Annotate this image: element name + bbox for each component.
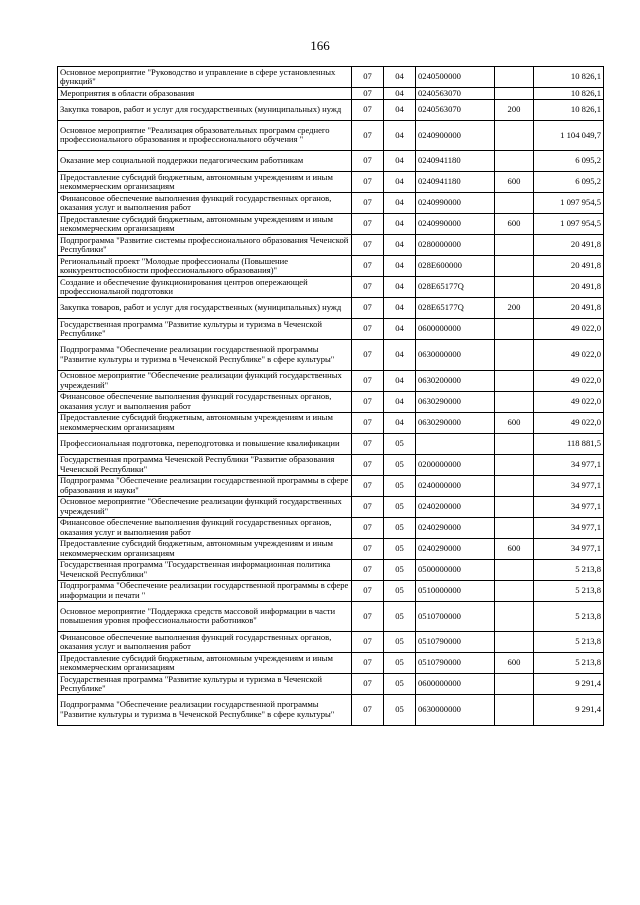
table-row [58, 67, 604, 88]
row-subsection: 04 [384, 88, 416, 100]
table-row [58, 235, 604, 256]
row-expense-type [495, 67, 534, 88]
row-name: Подпрограмма "Обеспечение реализации государственной программы в сфере информации и печати " [58, 580, 352, 601]
row-expense-type [495, 496, 534, 517]
budget-table [57, 66, 604, 726]
row-amount: 5 213,8 [534, 601, 604, 632]
row-target-article: 028E600000 [416, 256, 495, 277]
row-target-article: 0280000000 [416, 235, 495, 256]
row-expense-type [495, 517, 534, 538]
row-section: 07 [352, 99, 384, 120]
row-target-article: 0240000000 [416, 475, 495, 496]
row-section: 07 [352, 695, 384, 726]
row-amount: 1 097 954,5 [534, 214, 604, 235]
row-name: Основное мероприятие "Обеспечение реализации функций государственных учреждений" [58, 370, 352, 391]
row-expense-type [495, 580, 534, 601]
table-row [58, 99, 604, 120]
row-expense-type [495, 193, 534, 214]
row-target-article: 0240290000 [416, 517, 495, 538]
row-subsection: 05 [384, 475, 416, 496]
row-target-article: 0200000000 [416, 454, 495, 475]
table-row [58, 475, 604, 496]
row-amount: 6 095,2 [534, 151, 604, 172]
row-name: Предоставление субсидий бюджетным, автономным учреждениям и иным некоммерческим организациям [58, 538, 352, 559]
row-subsection: 04 [384, 214, 416, 235]
row-expense-type [495, 88, 534, 100]
row-expense-type [495, 695, 534, 726]
row-section: 07 [352, 632, 384, 653]
row-name: Основное мероприятие "Реализация образовательных программ среднего профессионального образования и профессионального обучения " [58, 120, 352, 151]
row-target-article: 0630290000 [416, 412, 495, 433]
row-amount: 49 022,0 [534, 412, 604, 433]
row-name: Оказание мер социальной поддержки педагогическим работникам [58, 151, 352, 172]
row-section: 07 [352, 319, 384, 340]
row-section: 07 [352, 88, 384, 100]
row-target-article: 0510790000 [416, 632, 495, 653]
row-target-article: 0600000000 [416, 319, 495, 340]
row-target-article: 0240563070 [416, 99, 495, 120]
row-subsection: 05 [384, 674, 416, 695]
row-amount: 5 213,8 [534, 559, 604, 580]
row-section: 07 [352, 277, 384, 298]
table-row [58, 433, 604, 454]
table-row [58, 319, 604, 340]
row-target-article: 0630200000 [416, 370, 495, 391]
row-expense-type [495, 235, 534, 256]
row-expense-type [495, 277, 534, 298]
row-section: 07 [352, 559, 384, 580]
row-subsection: 05 [384, 559, 416, 580]
row-section: 07 [352, 433, 384, 454]
row-target-article: 0630000000 [416, 695, 495, 726]
row-subsection: 05 [384, 454, 416, 475]
table-row [58, 517, 604, 538]
table-row [58, 391, 604, 412]
row-subsection: 04 [384, 370, 416, 391]
row-target-article: 0510700000 [416, 601, 495, 632]
row-subsection: 04 [384, 298, 416, 319]
row-expense-type: 600 [495, 172, 534, 193]
row-name: Профессиональная подготовка, переподготовка и повышение квалификации [58, 433, 352, 454]
row-subsection: 04 [384, 193, 416, 214]
row-name: Государственная программа "Государственная информационная политика Чеченской Республики" [58, 559, 352, 580]
row-section: 07 [352, 172, 384, 193]
row-section: 07 [352, 580, 384, 601]
table-row [58, 601, 604, 632]
table-row [58, 496, 604, 517]
row-target-article: 0240990000 [416, 193, 495, 214]
row-expense-type: 200 [495, 99, 534, 120]
row-subsection: 04 [384, 172, 416, 193]
row-amount: 49 022,0 [534, 319, 604, 340]
row-amount: 20 491,8 [534, 298, 604, 319]
row-expense-type: 200 [495, 298, 534, 319]
page-number: 166 [310, 38, 330, 53]
row-subsection: 05 [384, 433, 416, 454]
row-expense-type: 600 [495, 412, 534, 433]
row-amount: 5 213,8 [534, 632, 604, 653]
row-name: Мероприятия в области образования [58, 88, 352, 100]
row-amount: 10 826,1 [534, 67, 604, 88]
row-amount: 34 977,1 [534, 538, 604, 559]
row-name: Подпрограмма "Развитие системы профессионального образования Чеченской Республики" [58, 235, 352, 256]
row-amount: 34 977,1 [534, 496, 604, 517]
row-amount: 49 022,0 [534, 340, 604, 371]
row-section: 07 [352, 412, 384, 433]
row-amount: 20 491,8 [534, 277, 604, 298]
row-amount: 34 977,1 [534, 475, 604, 496]
row-target-article: 028E65177Q [416, 298, 495, 319]
row-target-article: 0630290000 [416, 391, 495, 412]
row-section: 07 [352, 298, 384, 319]
row-expense-type [495, 319, 534, 340]
row-target-article: 0240500000 [416, 67, 495, 88]
row-name: Создание и обеспечение функционирования центров опережающей профессиональной подготовки [58, 277, 352, 298]
row-name: Закупка товаров, работ и услуг для государственных (муниципальных) нужд [58, 298, 352, 319]
table-row [58, 172, 604, 193]
row-subsection: 04 [384, 235, 416, 256]
row-amount: 20 491,8 [534, 256, 604, 277]
row-section: 07 [352, 67, 384, 88]
row-name: Финансовое обеспечение выполнения функций государственных органов, оказания услуг и выполнения работ [58, 193, 352, 214]
row-expense-type [495, 601, 534, 632]
table-row [58, 214, 604, 235]
row-subsection: 04 [384, 391, 416, 412]
row-name: Закупка товаров, работ и услуг для государственных (муниципальных) нужд [58, 99, 352, 120]
row-name: Предоставление субсидий бюджетным, автономным учреждениям и иным некоммерческим организациям [58, 214, 352, 235]
table-row [58, 151, 604, 172]
row-subsection: 04 [384, 67, 416, 88]
table-row [58, 256, 604, 277]
table-row [58, 695, 604, 726]
row-target-article: 0510790000 [416, 653, 495, 674]
row-section: 07 [352, 235, 384, 256]
row-expense-type [495, 391, 534, 412]
row-target-article: 0240900000 [416, 120, 495, 151]
row-target-article: 0240941180 [416, 151, 495, 172]
table-row [58, 370, 604, 391]
row-section: 07 [352, 256, 384, 277]
row-expense-type [495, 151, 534, 172]
row-amount: 34 977,1 [534, 454, 604, 475]
table-row [58, 298, 604, 319]
table-row [58, 88, 604, 100]
table-row [58, 120, 604, 151]
row-subsection: 04 [384, 412, 416, 433]
row-subsection: 05 [384, 496, 416, 517]
row-subsection: 05 [384, 695, 416, 726]
row-name: Предоставление субсидий бюджетным, автономным учреждениям и иным некоммерческим организациям [58, 412, 352, 433]
row-subsection: 05 [384, 538, 416, 559]
row-target-article: 0510000000 [416, 580, 495, 601]
table-row [58, 454, 604, 475]
table-row [58, 674, 604, 695]
row-target-article: 0240941180 [416, 172, 495, 193]
row-amount: 5 213,8 [534, 653, 604, 674]
row-target-article: 0500000000 [416, 559, 495, 580]
row-subsection: 05 [384, 580, 416, 601]
table-row [58, 653, 604, 674]
row-section: 07 [352, 120, 384, 151]
row-expense-type [495, 454, 534, 475]
row-subsection: 05 [384, 653, 416, 674]
row-expense-type [495, 559, 534, 580]
row-name: Подпрограмма "Обеспечение реализации государственной программы в сфере образования и науки" [58, 475, 352, 496]
row-expense-type: 600 [495, 538, 534, 559]
row-target-article: 0240563070 [416, 88, 495, 100]
row-section: 07 [352, 454, 384, 475]
row-name: Финансовое обеспечение выполнения функций государственных органов, оказания услуг и выполнения работ [58, 632, 352, 653]
row-subsection: 05 [384, 517, 416, 538]
row-expense-type [495, 433, 534, 454]
row-name: Основное мероприятие "Руководство и управление в сфере установленных функций" [58, 67, 352, 88]
row-subsection: 04 [384, 256, 416, 277]
row-name: Государственная программа "Развитие культуры и туризма в Чеченской Республике" [58, 319, 352, 340]
row-expense-type [495, 674, 534, 695]
row-section: 07 [352, 475, 384, 496]
row-amount: 118 881,5 [534, 433, 604, 454]
table-row [58, 277, 604, 298]
row-name: Основное мероприятие "Поддержка средств массовой информации в части повышения уровня профессиональности работников" [58, 601, 352, 632]
row-name: Финансовое обеспечение выполнения функций государственных органов, оказания услуг и выполнения работ [58, 391, 352, 412]
row-subsection: 04 [384, 319, 416, 340]
row-expense-type [495, 475, 534, 496]
row-subsection: 04 [384, 151, 416, 172]
row-section: 07 [352, 653, 384, 674]
row-section: 07 [352, 214, 384, 235]
row-target-article: 0630000000 [416, 340, 495, 371]
row-expense-type [495, 120, 534, 151]
row-subsection: 04 [384, 120, 416, 151]
row-section: 07 [352, 340, 384, 371]
row-name: Подпрограмма "Обеспечение реализации государственной программы "Развитие культуры и туризма в Чеченской Республике" в сфере культуры" [58, 340, 352, 371]
row-expense-type: 600 [495, 214, 534, 235]
row-name: Финансовое обеспечение выполнения функций государственных органов, оказания услуг и выполнения работ [58, 517, 352, 538]
row-target-article: 028E65177Q [416, 277, 495, 298]
table-row [58, 559, 604, 580]
table-row [58, 193, 604, 214]
row-target-article: 0600000000 [416, 674, 495, 695]
row-section: 07 [352, 517, 384, 538]
row-expense-type [495, 256, 534, 277]
row-section: 07 [352, 193, 384, 214]
table-row [58, 412, 604, 433]
row-amount: 49 022,0 [534, 391, 604, 412]
row-amount: 9 291,4 [534, 674, 604, 695]
row-name: Предоставление субсидий бюджетным, автономным учреждениям и иным некоммерческим организациям [58, 653, 352, 674]
row-section: 07 [352, 151, 384, 172]
row-target-article: 0240200000 [416, 496, 495, 517]
table-row [58, 580, 604, 601]
row-amount: 6 095,2 [534, 172, 604, 193]
row-subsection: 04 [384, 340, 416, 371]
row-name: Основное мероприятие "Обеспечение реализации функций государственных учреждений" [58, 496, 352, 517]
table-row [58, 632, 604, 653]
row-amount: 9 291,4 [534, 695, 604, 726]
row-expense-type [495, 340, 534, 371]
row-section: 07 [352, 370, 384, 391]
table-row [58, 340, 604, 371]
row-subsection: 04 [384, 277, 416, 298]
row-amount: 1 097 954,5 [534, 193, 604, 214]
row-name: Государственная программа Чеченской Республики "Развитие образования Чеченской Республики" [58, 454, 352, 475]
row-expense-type [495, 632, 534, 653]
row-name: Предоставление субсидий бюджетным, автономным учреждениям и иным некоммерческим организациям [58, 172, 352, 193]
row-expense-type: 600 [495, 653, 534, 674]
row-expense-type [495, 370, 534, 391]
row-target-article: 0240290000 [416, 538, 495, 559]
row-amount: 1 104 049,7 [534, 120, 604, 151]
row-amount: 10 826,1 [534, 88, 604, 100]
row-amount: 20 491,8 [534, 235, 604, 256]
row-subsection: 05 [384, 601, 416, 632]
row-section: 07 [352, 496, 384, 517]
row-section: 07 [352, 674, 384, 695]
row-section: 07 [352, 538, 384, 559]
row-section: 07 [352, 601, 384, 632]
row-amount: 5 213,8 [534, 580, 604, 601]
row-amount: 49 022,0 [534, 370, 604, 391]
row-subsection: 05 [384, 632, 416, 653]
table-body [58, 67, 604, 726]
table-row [58, 538, 604, 559]
row-target-article [416, 433, 495, 454]
row-target-article: 0240990000 [416, 214, 495, 235]
row-section: 07 [352, 391, 384, 412]
row-name: Региональный проект "Молодые профессионалы (Повышение конкурентоспособности профессионального образования)" [58, 256, 352, 277]
row-amount: 10 826,1 [534, 99, 604, 120]
row-name: Подпрограмма "Обеспечение реализации государственной программы "Развитие культуры и туризма в Чеченской Республике" в сфере культуры" [58, 695, 352, 726]
row-subsection: 04 [384, 99, 416, 120]
row-amount: 34 977,1 [534, 517, 604, 538]
row-name: Государственная программа "Развитие культуры и туризма в Чеченской Республике" [58, 674, 352, 695]
